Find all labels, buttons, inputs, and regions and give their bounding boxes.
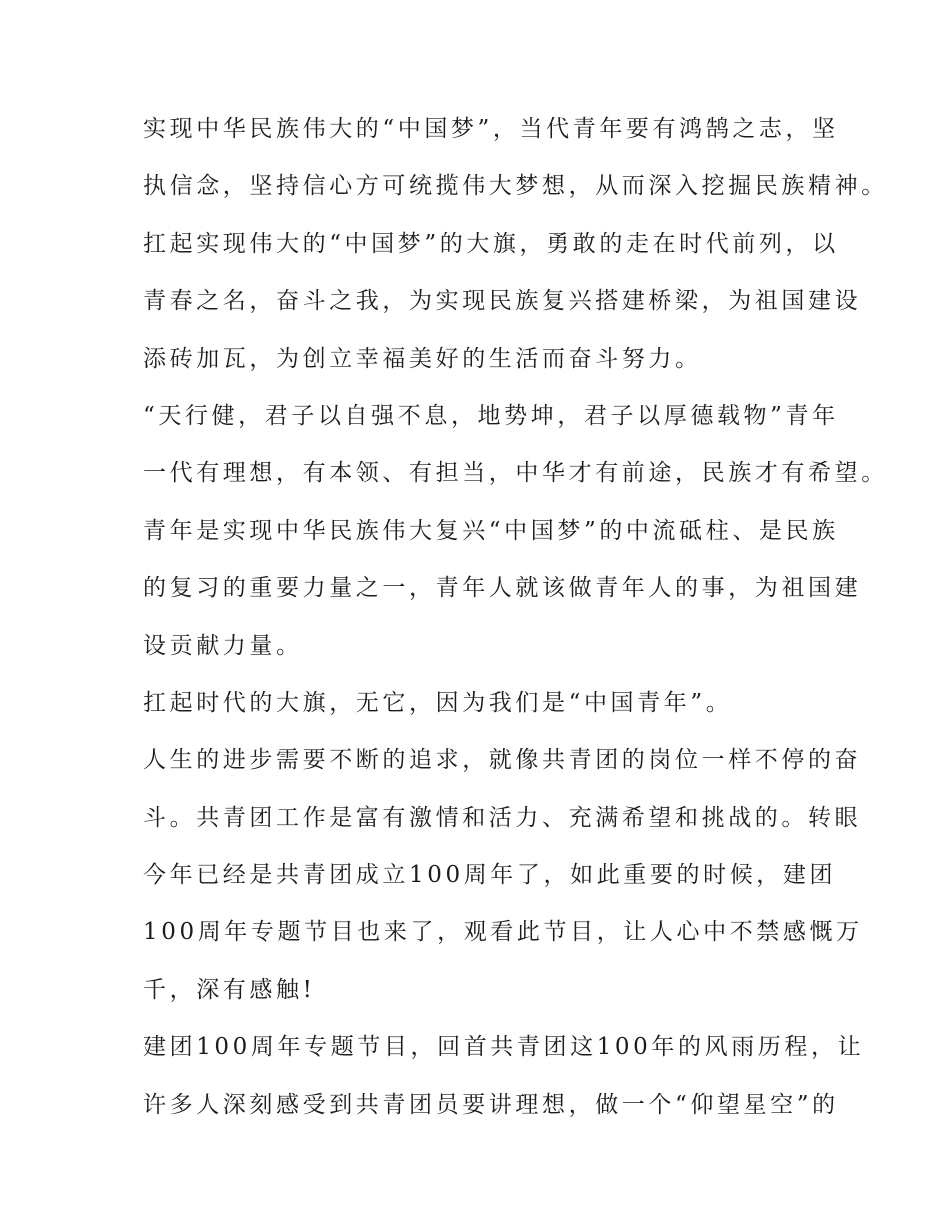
text-line: 斗。共青团工作是富有激情和活力、充满希望和挑战的。转眼	[143, 804, 862, 831]
text-line: 的复习的重要力量之一，青年人就该做青年人的事，为祖国建	[143, 575, 862, 602]
text-line: 执信念，坚持信心方可统揽伟大梦想，从而深入挖掘民族精神。	[143, 173, 888, 200]
text-line: 建团100周年专题节目，回首共青团这100年的风雨历程，让	[143, 1034, 865, 1061]
text-line: 许多人深刻感受到共青团员要讲理想，做一个“仰望星空”的	[143, 1091, 839, 1118]
text-line: 设贡献力量。	[143, 632, 303, 659]
text-line: 一代有理想，有本领、有担当，中华才有前途，民族才有希望。	[143, 460, 888, 487]
text-line: 人生的进步需要不断的追求，就像共青团的岗位一样不停的奋	[143, 747, 862, 774]
document-body	[143, 106, 888, 1139]
text-line: 扛起实现伟大的“中国梦”的大旗，勇敢的走在时代前列，以	[143, 230, 839, 257]
text-line: “天行健，君子以自强不息，地势坤，君子以厚德载物”青年	[143, 402, 839, 429]
text-line: 100周年专题节目也来了，观看此节目，让人心中不禁感慨万	[143, 919, 863, 946]
text-line: 实现中华民族伟大的“中国梦”，当代青年要有鸿鹄之志，坚	[143, 116, 839, 142]
text-line: 扛起时代的大旗，无它，因为我们是“中国青年”。	[143, 689, 733, 716]
text-line: 今年已经是共青团成立100周年了，如此重要的时候，建团	[143, 862, 837, 889]
text-line: 添砖加瓦，为创立幸福美好的生活而奋斗努力。	[143, 345, 702, 372]
text-line: 青春之名，奋斗之我，为实现民族复兴搭建桥梁，为祖国建设	[143, 288, 862, 315]
text-line: 千，深有感触!	[143, 976, 316, 1003]
text-line: 青年是实现中华民族伟大复兴“中国梦”的中流砥柱、是民族	[143, 517, 839, 544]
